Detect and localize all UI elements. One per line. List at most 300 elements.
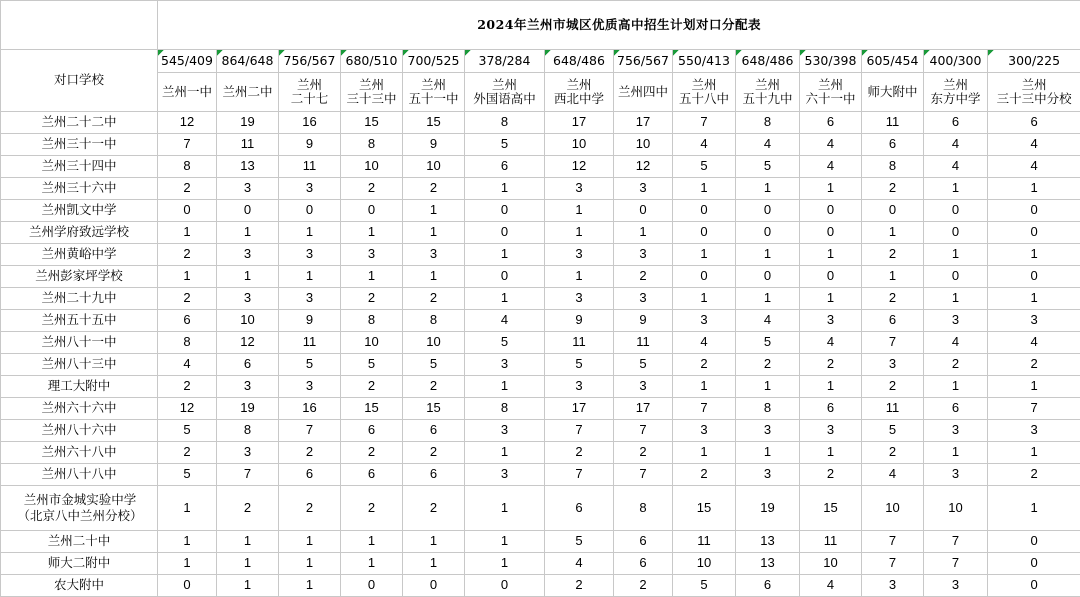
allocation-cell[interactable]: 1	[545, 222, 614, 244]
allocation-cell[interactable]: 0	[988, 575, 1080, 597]
allocation-cell[interactable]: 5	[673, 156, 736, 178]
allocation-cell[interactable]: 3	[217, 442, 279, 464]
allocation-cell[interactable]: 2	[545, 575, 614, 597]
allocation-cell[interactable]: 1	[924, 376, 988, 398]
allocation-cell[interactable]: 8	[158, 156, 217, 178]
allocation-cell[interactable]: 3	[279, 376, 341, 398]
allocation-cell[interactable]: 5	[736, 156, 800, 178]
allocation-cell[interactable]: 1	[341, 222, 403, 244]
column-ratio[interactable]: 300/225	[988, 50, 1080, 73]
column-school-name[interactable]	[673, 73, 736, 112]
allocation-cell[interactable]: 0	[673, 266, 736, 288]
allocation-cell[interactable]: 2	[862, 288, 924, 310]
allocation-cell[interactable]: 3	[465, 354, 545, 376]
allocation-cell[interactable]: 6	[800, 398, 862, 420]
allocation-cell[interactable]: 1	[800, 244, 862, 266]
allocation-cell[interactable]: 3	[545, 178, 614, 200]
row-school-name[interactable]	[1, 244, 158, 266]
allocation-cell[interactable]: 1	[614, 222, 673, 244]
allocation-cell[interactable]: 4	[988, 332, 1080, 354]
allocation-cell[interactable]: 8	[403, 310, 465, 332]
allocation-cell[interactable]: 2	[736, 354, 800, 376]
allocation-cell[interactable]: 6	[279, 464, 341, 486]
allocation-cell[interactable]: 17	[614, 398, 673, 420]
allocation-cell[interactable]: 2	[217, 486, 279, 531]
allocation-cell[interactable]: 3	[341, 244, 403, 266]
allocation-cell[interactable]: 4	[988, 134, 1080, 156]
allocation-cell[interactable]: 0	[800, 266, 862, 288]
allocation-cell[interactable]: 7	[673, 112, 736, 134]
allocation-cell[interactable]: 1	[673, 442, 736, 464]
allocation-cell[interactable]: 10	[924, 486, 988, 531]
allocation-cell[interactable]: 4	[465, 310, 545, 332]
allocation-cell[interactable]: 10	[403, 156, 465, 178]
allocation-cell[interactable]: 7	[545, 420, 614, 442]
allocation-cell[interactable]: 2	[279, 442, 341, 464]
allocation-cell[interactable]: 3	[736, 420, 800, 442]
allocation-cell[interactable]: 10	[673, 553, 736, 575]
allocation-cell[interactable]: 4	[158, 354, 217, 376]
allocation-cell[interactable]: 6	[341, 464, 403, 486]
allocation-cell[interactable]: 7	[924, 553, 988, 575]
row-school-name[interactable]	[1, 310, 158, 332]
allocation-cell[interactable]: 6	[736, 575, 800, 597]
allocation-cell[interactable]: 0	[465, 575, 545, 597]
allocation-cell[interactable]: 1	[988, 288, 1080, 310]
allocation-cell[interactable]: 10	[862, 486, 924, 531]
allocation-cell[interactable]: 5	[736, 332, 800, 354]
allocation-cell[interactable]: 2	[341, 376, 403, 398]
allocation-cell[interactable]: 11	[673, 531, 736, 553]
allocation-cell[interactable]: 5	[862, 420, 924, 442]
column-school-name[interactable]	[158, 73, 217, 112]
allocation-cell[interactable]: 8	[736, 398, 800, 420]
allocation-cell[interactable]: 9	[545, 310, 614, 332]
allocation-cell[interactable]: 3	[545, 288, 614, 310]
allocation-cell[interactable]: 3	[862, 354, 924, 376]
column-ratio[interactable]: 530/398	[800, 50, 862, 73]
allocation-cell[interactable]: 7	[673, 398, 736, 420]
column-school-name[interactable]	[924, 73, 988, 112]
allocation-cell[interactable]: 0	[988, 200, 1080, 222]
allocation-cell[interactable]: 0	[465, 200, 545, 222]
allocation-cell[interactable]: 1	[158, 531, 217, 553]
allocation-cell[interactable]: 1	[158, 553, 217, 575]
allocation-cell[interactable]: 1	[403, 266, 465, 288]
row-school-name[interactable]	[1, 398, 158, 420]
allocation-cell[interactable]: 7	[862, 553, 924, 575]
allocation-cell[interactable]: 7	[279, 420, 341, 442]
allocation-cell[interactable]: 5	[614, 354, 673, 376]
allocation-cell[interactable]: 8	[862, 156, 924, 178]
allocation-cell[interactable]: 7	[924, 531, 988, 553]
allocation-cell[interactable]: 2	[673, 464, 736, 486]
allocation-cell[interactable]: 1	[465, 553, 545, 575]
allocation-cell[interactable]: 9	[279, 310, 341, 332]
allocation-cell[interactable]: 3	[465, 464, 545, 486]
allocation-cell[interactable]: 8	[736, 112, 800, 134]
allocation-cell[interactable]: 15	[403, 398, 465, 420]
allocation-cell[interactable]: 3	[217, 178, 279, 200]
allocation-cell[interactable]: 4	[800, 156, 862, 178]
allocation-cell[interactable]: 6	[924, 398, 988, 420]
allocation-cell[interactable]: 15	[341, 398, 403, 420]
allocation-cell[interactable]: 13	[217, 156, 279, 178]
allocation-cell[interactable]: 1	[800, 178, 862, 200]
allocation-cell[interactable]: 8	[158, 332, 217, 354]
row-school-name[interactable]	[1, 575, 158, 597]
allocation-cell[interactable]: 1	[465, 288, 545, 310]
row-school-name[interactable]	[1, 288, 158, 310]
allocation-cell[interactable]: 1	[736, 288, 800, 310]
allocation-cell[interactable]: 7	[862, 531, 924, 553]
allocation-cell[interactable]: 17	[545, 112, 614, 134]
allocation-cell[interactable]: 9	[614, 310, 673, 332]
allocation-cell[interactable]: 8	[341, 310, 403, 332]
allocation-cell[interactable]: 1	[924, 244, 988, 266]
column-school-name[interactable]	[614, 73, 673, 112]
allocation-cell[interactable]: 4	[924, 156, 988, 178]
allocation-cell[interactable]: 1	[217, 553, 279, 575]
allocation-cell[interactable]: 0	[341, 200, 403, 222]
allocation-cell[interactable]: 2	[341, 288, 403, 310]
allocation-cell[interactable]: 0	[988, 222, 1080, 244]
allocation-cell[interactable]: 3	[279, 178, 341, 200]
allocation-cell[interactable]: 3	[800, 420, 862, 442]
allocation-cell[interactable]: 1	[403, 553, 465, 575]
allocation-cell[interactable]: 3	[800, 310, 862, 332]
allocation-cell[interactable]: 6	[217, 354, 279, 376]
allocation-cell[interactable]: 2	[403, 288, 465, 310]
allocation-cell[interactable]: 1	[217, 266, 279, 288]
allocation-cell[interactable]: 12	[158, 112, 217, 134]
allocation-cell[interactable]: 1	[545, 266, 614, 288]
allocation-cell[interactable]: 5	[465, 332, 545, 354]
row-school-name[interactable]	[1, 354, 158, 376]
allocation-cell[interactable]: 12	[614, 156, 673, 178]
allocation-cell[interactable]: 3	[614, 178, 673, 200]
allocation-cell[interactable]: 4	[988, 156, 1080, 178]
allocation-cell[interactable]: 17	[545, 398, 614, 420]
allocation-cell[interactable]: 4	[862, 464, 924, 486]
allocation-cell[interactable]: 15	[800, 486, 862, 531]
allocation-cell[interactable]: 1	[158, 222, 217, 244]
allocation-cell[interactable]: 4	[924, 134, 988, 156]
row-school-name[interactable]	[1, 486, 158, 531]
column-school-name[interactable]	[403, 73, 465, 112]
allocation-cell[interactable]: 0	[614, 200, 673, 222]
allocation-cell[interactable]: 6	[924, 112, 988, 134]
allocation-cell[interactable]: 2	[673, 354, 736, 376]
allocation-cell[interactable]: 2	[800, 464, 862, 486]
allocation-cell[interactable]: 2	[279, 486, 341, 531]
allocation-cell[interactable]: 7	[614, 464, 673, 486]
allocation-cell[interactable]: 16	[279, 112, 341, 134]
allocation-cell[interactable]: 3	[614, 288, 673, 310]
allocation-cell[interactable]: 7	[862, 332, 924, 354]
allocation-cell[interactable]: 2	[341, 442, 403, 464]
allocation-cell[interactable]: 8	[614, 486, 673, 531]
row-school-name[interactable]	[1, 112, 158, 134]
allocation-cell[interactable]: 4	[736, 134, 800, 156]
allocation-cell[interactable]: 10	[614, 134, 673, 156]
allocation-cell[interactable]: 1	[545, 200, 614, 222]
allocation-cell[interactable]: 13	[736, 531, 800, 553]
allocation-cell[interactable]: 1	[800, 376, 862, 398]
allocation-cell[interactable]: 11	[614, 332, 673, 354]
allocation-cell[interactable]: 11	[862, 112, 924, 134]
allocation-cell[interactable]: 3	[217, 244, 279, 266]
allocation-cell[interactable]: 1	[341, 531, 403, 553]
allocation-cell[interactable]: 10	[341, 156, 403, 178]
allocation-cell[interactable]: 11	[217, 134, 279, 156]
allocation-cell[interactable]: 0	[673, 200, 736, 222]
allocation-cell[interactable]: 10	[341, 332, 403, 354]
allocation-cell[interactable]: 2	[924, 354, 988, 376]
allocation-cell[interactable]: 1	[403, 531, 465, 553]
allocation-cell[interactable]: 6	[614, 531, 673, 553]
column-ratio[interactable]: 700/525	[403, 50, 465, 73]
allocation-cell[interactable]: 1	[279, 531, 341, 553]
column-school-name[interactable]	[545, 73, 614, 112]
allocation-cell[interactable]: 4	[924, 332, 988, 354]
allocation-cell[interactable]: 1	[279, 266, 341, 288]
allocation-cell[interactable]: 1	[217, 575, 279, 597]
allocation-cell[interactable]: 12	[158, 398, 217, 420]
column-ratio[interactable]: 545/409	[158, 50, 217, 73]
allocation-cell[interactable]: 1	[465, 442, 545, 464]
allocation-cell[interactable]: 1	[736, 178, 800, 200]
allocation-cell[interactable]: 1	[988, 244, 1080, 266]
allocation-cell[interactable]: 4	[673, 134, 736, 156]
allocation-cell[interactable]: 2	[158, 244, 217, 266]
allocation-cell[interactable]: 0	[924, 200, 988, 222]
allocation-cell[interactable]: 2	[158, 376, 217, 398]
allocation-cell[interactable]: 0	[736, 222, 800, 244]
top-left-cell[interactable]	[1, 1, 158, 50]
allocation-cell[interactable]: 1	[736, 442, 800, 464]
allocation-cell[interactable]: 0	[673, 222, 736, 244]
row-school-name[interactable]	[1, 332, 158, 354]
allocation-cell[interactable]: 12	[217, 332, 279, 354]
allocation-cell[interactable]: 2	[158, 288, 217, 310]
allocation-cell[interactable]: 4	[545, 553, 614, 575]
column-ratio[interactable]: 400/300	[924, 50, 988, 73]
allocation-cell[interactable]: 9	[403, 134, 465, 156]
allocation-cell[interactable]: 2	[403, 486, 465, 531]
allocation-cell[interactable]: 11	[545, 332, 614, 354]
row-school-name[interactable]	[1, 464, 158, 486]
allocation-cell[interactable]: 3	[614, 244, 673, 266]
allocation-cell[interactable]: 17	[614, 112, 673, 134]
allocation-cell[interactable]: 7	[614, 420, 673, 442]
column-school-name[interactable]	[465, 73, 545, 112]
column-school-name[interactable]	[217, 73, 279, 112]
allocation-cell[interactable]: 1	[341, 266, 403, 288]
allocation-cell[interactable]: 0	[988, 553, 1080, 575]
allocation-cell[interactable]: 2	[614, 575, 673, 597]
allocation-cell[interactable]: 3	[217, 376, 279, 398]
allocation-cell[interactable]: 0	[158, 575, 217, 597]
allocation-cell[interactable]: 6	[341, 420, 403, 442]
allocation-cell[interactable]: 10	[403, 332, 465, 354]
allocation-cell[interactable]: 0	[736, 266, 800, 288]
allocation-cell[interactable]: 6	[862, 134, 924, 156]
allocation-cell[interactable]: 2	[403, 376, 465, 398]
row-school-name[interactable]	[1, 420, 158, 442]
allocation-cell[interactable]: 2	[545, 442, 614, 464]
allocation-cell[interactable]: 8	[341, 134, 403, 156]
row-school-name[interactable]	[1, 200, 158, 222]
allocation-cell[interactable]: 0	[988, 531, 1080, 553]
allocation-cell[interactable]: 7	[988, 398, 1080, 420]
allocation-cell[interactable]: 2	[403, 178, 465, 200]
allocation-cell[interactable]: 0	[403, 575, 465, 597]
allocation-cell[interactable]: 3	[545, 376, 614, 398]
column-school-name[interactable]	[736, 73, 800, 112]
allocation-cell[interactable]: 5	[545, 354, 614, 376]
allocation-cell[interactable]: 19	[736, 486, 800, 531]
column-ratio[interactable]: 648/486	[736, 50, 800, 73]
allocation-cell[interactable]: 15	[341, 112, 403, 134]
column-ratio[interactable]: 378/284	[465, 50, 545, 73]
allocation-cell[interactable]: 11	[800, 531, 862, 553]
allocation-cell[interactable]: 6	[403, 420, 465, 442]
allocation-cell[interactable]: 3	[403, 244, 465, 266]
allocation-cell[interactable]: 1	[736, 244, 800, 266]
allocation-cell[interactable]: 6	[158, 310, 217, 332]
row-school-name[interactable]	[1, 134, 158, 156]
allocation-cell[interactable]: 3	[673, 420, 736, 442]
allocation-cell[interactable]: 2	[800, 354, 862, 376]
allocation-cell[interactable]: 3	[217, 288, 279, 310]
allocation-cell[interactable]: 5	[403, 354, 465, 376]
allocation-cell[interactable]: 2	[862, 376, 924, 398]
allocation-cell[interactable]: 3	[924, 464, 988, 486]
allocation-cell[interactable]: 3	[862, 575, 924, 597]
allocation-cell[interactable]: 0	[465, 222, 545, 244]
allocation-cell[interactable]: 1	[736, 376, 800, 398]
allocation-cell[interactable]: 1	[158, 486, 217, 531]
row-school-name[interactable]	[1, 178, 158, 200]
allocation-cell[interactable]: 1	[988, 442, 1080, 464]
allocation-cell[interactable]: 0	[924, 222, 988, 244]
allocation-cell[interactable]: 6	[465, 156, 545, 178]
column-school-name[interactable]	[862, 73, 924, 112]
allocation-cell[interactable]: 11	[862, 398, 924, 420]
allocation-cell[interactable]: 6	[403, 464, 465, 486]
allocation-cell[interactable]: 6	[800, 112, 862, 134]
allocation-cell[interactable]: 15	[403, 112, 465, 134]
allocation-cell[interactable]: 15	[673, 486, 736, 531]
allocation-cell[interactable]: 1	[279, 575, 341, 597]
allocation-cell[interactable]: 5	[673, 575, 736, 597]
allocation-cell[interactable]: 5	[158, 464, 217, 486]
allocation-cell[interactable]: 1	[924, 288, 988, 310]
allocation-cell[interactable]: 1	[862, 266, 924, 288]
allocation-cell[interactable]: 2	[988, 464, 1080, 486]
allocation-cell[interactable]: 19	[217, 398, 279, 420]
allocation-cell[interactable]: 2	[341, 486, 403, 531]
allocation-cell[interactable]: 0	[924, 266, 988, 288]
allocation-cell[interactable]: 7	[158, 134, 217, 156]
allocation-cell[interactable]: 1	[800, 288, 862, 310]
allocation-cell[interactable]: 10	[545, 134, 614, 156]
allocation-cell[interactable]: 6	[614, 553, 673, 575]
row-school-name[interactable]	[1, 266, 158, 288]
allocation-cell[interactable]: 0	[158, 200, 217, 222]
allocation-cell[interactable]: 1	[465, 376, 545, 398]
allocation-cell[interactable]: 3	[924, 420, 988, 442]
row-school-name[interactable]	[1, 222, 158, 244]
allocation-cell[interactable]: 5	[279, 354, 341, 376]
allocation-cell[interactable]: 7	[217, 464, 279, 486]
allocation-cell[interactable]: 2	[862, 442, 924, 464]
allocation-cell[interactable]: 9	[279, 134, 341, 156]
allocation-cell[interactable]: 1	[673, 244, 736, 266]
column-school-name[interactable]	[279, 73, 341, 112]
allocation-cell[interactable]: 0	[800, 200, 862, 222]
column-school-name[interactable]	[988, 73, 1080, 112]
column-ratio[interactable]: 756/567	[279, 50, 341, 73]
allocation-cell[interactable]: 2	[614, 266, 673, 288]
allocation-cell[interactable]: 1	[924, 442, 988, 464]
allocation-cell[interactable]: 2	[988, 354, 1080, 376]
allocation-cell[interactable]: 0	[465, 266, 545, 288]
allocation-cell[interactable]: 5	[341, 354, 403, 376]
allocation-cell[interactable]: 3	[279, 288, 341, 310]
allocation-cell[interactable]: 1	[217, 222, 279, 244]
allocation-cell[interactable]: 1	[279, 222, 341, 244]
allocation-cell[interactable]: 1	[988, 486, 1080, 531]
allocation-cell[interactable]: 4	[800, 332, 862, 354]
allocation-cell[interactable]: 1	[217, 531, 279, 553]
allocation-cell[interactable]: 0	[736, 200, 800, 222]
allocation-cell[interactable]: 2	[403, 442, 465, 464]
allocation-cell[interactable]: 11	[279, 156, 341, 178]
allocation-cell[interactable]: 12	[545, 156, 614, 178]
allocation-cell[interactable]: 4	[800, 134, 862, 156]
column-ratio[interactable]: 648/486	[545, 50, 614, 73]
allocation-cell[interactable]: 16	[279, 398, 341, 420]
allocation-cell[interactable]: 1	[158, 266, 217, 288]
row-school-name[interactable]	[1, 553, 158, 575]
row-school-name[interactable]	[1, 156, 158, 178]
allocation-cell[interactable]: 0	[988, 266, 1080, 288]
allocation-cell[interactable]: 3	[988, 310, 1080, 332]
allocation-cell[interactable]: 3	[465, 420, 545, 442]
allocation-cell[interactable]: 4	[800, 575, 862, 597]
allocation-cell[interactable]: 10	[800, 553, 862, 575]
allocation-cell[interactable]: 6	[862, 310, 924, 332]
column-school-name[interactable]	[800, 73, 862, 112]
allocation-cell[interactable]: 3	[673, 310, 736, 332]
column-ratio[interactable]: 550/413	[673, 50, 736, 73]
allocation-cell[interactable]: 1	[465, 244, 545, 266]
row-school-name[interactable]	[1, 531, 158, 553]
allocation-cell[interactable]: 3	[924, 310, 988, 332]
allocation-cell[interactable]: 3	[924, 575, 988, 597]
column-ratio[interactable]: 756/567	[614, 50, 673, 73]
allocation-cell[interactable]: 4	[673, 332, 736, 354]
allocation-cell[interactable]: 1	[465, 178, 545, 200]
allocation-cell[interactable]: 2	[862, 244, 924, 266]
allocation-cell[interactable]: 1	[341, 553, 403, 575]
allocation-cell[interactable]: 6	[545, 486, 614, 531]
allocation-cell[interactable]: 0	[862, 200, 924, 222]
allocation-cell[interactable]: 19	[217, 112, 279, 134]
column-ratio[interactable]: 680/510	[341, 50, 403, 73]
